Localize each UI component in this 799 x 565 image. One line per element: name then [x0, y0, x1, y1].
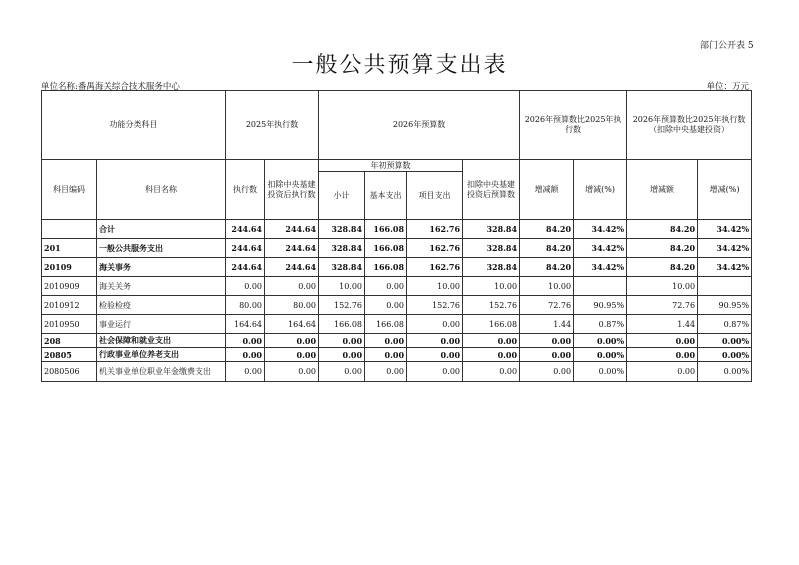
header-exec-excl: 扣除中央基建投资后执行数 — [265, 160, 319, 220]
cell-inc-amt: 1.44 — [520, 315, 574, 334]
cell-basic: 166.08 — [365, 315, 407, 334]
cell-inc-amt2: 84.20 — [627, 258, 698, 277]
header-name: 科目名称 — [97, 160, 226, 220]
cell-code — [42, 220, 97, 239]
cell-code: 2010912 — [42, 296, 97, 315]
cell-basic: 166.08 — [365, 239, 407, 258]
header-inc-amt: 增减额 — [520, 160, 574, 220]
cell-project: 152.76 — [407, 296, 463, 315]
cell-exec-excl: 244.64 — [265, 220, 319, 239]
cell-inc-pct2: 34.42% — [698, 258, 752, 277]
cell-code: 208 — [42, 334, 97, 348]
cell-inc-pct2: 0.00% — [698, 334, 752, 348]
cell-inc-pct: 0.00% — [574, 348, 627, 362]
header-code: 科目编码 — [42, 160, 97, 220]
cell-budget-excl: 152.76 — [463, 296, 520, 315]
cell-subtotal: 152.76 — [319, 296, 365, 315]
cell-code: 2010950 — [42, 315, 97, 334]
cell-basic: 166.08 — [365, 258, 407, 277]
table-row — [42, 315, 752, 334]
cell-exec: 0.00 — [226, 277, 265, 296]
header-subtotal: 小计 — [319, 172, 365, 220]
cell-subtotal: 0.00 — [319, 348, 365, 362]
cell-inc-amt2: 0.00 — [627, 334, 698, 348]
cell-exec-excl: 0.00 — [265, 277, 319, 296]
cell-subtotal: 0.00 — [319, 362, 365, 382]
header-exec-2025: 2025年执行数 — [226, 91, 319, 160]
cell-exec: 244.64 — [226, 220, 265, 239]
cell-name: 海关事务 — [97, 258, 226, 277]
table-row — [42, 362, 752, 382]
cell-inc-amt: 84.20 — [520, 220, 574, 239]
cell-project: 10.00 — [407, 277, 463, 296]
cell-project: 0.00 — [407, 348, 463, 362]
cell-subtotal: 166.08 — [319, 315, 365, 334]
cell-inc-pct: 0.00% — [574, 334, 627, 348]
cell-project: 162.76 — [407, 258, 463, 277]
cell-inc-amt2: 72.76 — [627, 296, 698, 315]
cell-inc-pct2: 34.42% — [698, 220, 752, 239]
header-exec: 执行数 — [226, 160, 265, 220]
unit-name: 单位名称:番禺海关综合技术服务中心 — [41, 82, 180, 92]
header-budget-excl: 扣除中央基建投资后预算数 — [463, 160, 520, 220]
cell-inc-pct: 34.42% — [574, 220, 627, 239]
cell-budget-excl: 166.08 — [463, 315, 520, 334]
cell-inc-amt2: 0.00 — [627, 362, 698, 382]
cell-inc-amt: 10.00 — [520, 277, 574, 296]
header-inc-pct-excl: 增减(%) — [698, 160, 752, 220]
cell-code: 20805 — [42, 348, 97, 362]
cell-inc-amt: 0.00 — [520, 334, 574, 348]
cell-budget-excl: 0.00 — [463, 348, 520, 362]
cell-exec-excl: 244.64 — [265, 258, 319, 277]
cell-exec: 244.64 — [226, 258, 265, 277]
cell-subtotal: 328.84 — [319, 220, 365, 239]
cell-inc-amt2: 10.00 — [627, 277, 698, 296]
cell-budget-excl: 328.84 — [463, 239, 520, 258]
cell-inc-amt: 0.00 — [520, 362, 574, 382]
table-row — [42, 239, 752, 258]
unit-label: 单位：万元 — [706, 82, 749, 92]
cell-inc-pct2: 0.87% — [698, 315, 752, 334]
header-cmp-2026-excl: 2026年预算数比2025年执行数（扣除中央基建投资） — [627, 91, 752, 160]
header-annual-initial: 年初预算数 — [319, 160, 463, 172]
cell-inc-pct2: 0.00% — [698, 362, 752, 382]
cell-inc-amt2: 0.00 — [627, 348, 698, 362]
cell-project: 0.00 — [407, 362, 463, 382]
cell-name: 机关事业单位职业年金缴费支出 — [97, 362, 226, 382]
cell-code: 2080506 — [42, 362, 97, 382]
cell-inc-pct2 — [698, 277, 752, 296]
cell-project: 0.00 — [407, 315, 463, 334]
header-cmp-2026: 2026年预算数比2025年执行数 — [520, 91, 627, 160]
table-body — [42, 220, 752, 382]
budget-table — [41, 90, 752, 382]
cell-subtotal: 10.00 — [319, 277, 365, 296]
header-inc-amt-excl: 增减额 — [627, 160, 698, 220]
cell-inc-amt: 0.00 — [520, 348, 574, 362]
cell-inc-pct: 0.00% — [574, 362, 627, 382]
cell-inc-pct2: 34.42% — [698, 239, 752, 258]
cell-exec-excl: 0.00 — [265, 348, 319, 362]
table-row — [42, 348, 752, 362]
table-row — [42, 220, 752, 239]
cell-project: 162.76 — [407, 220, 463, 239]
cell-basic: 0.00 — [365, 348, 407, 362]
cell-name: 事业运行 — [97, 315, 226, 334]
cell-exec: 0.00 — [226, 348, 265, 362]
cell-subtotal: 0.00 — [319, 334, 365, 348]
page-title: 一般公共预算支出表 — [291, 53, 508, 78]
cell-inc-pct2: 0.00% — [698, 348, 752, 362]
cell-name: 一般公共服务支出 — [97, 239, 226, 258]
cell-name: 检验检疫 — [97, 296, 226, 315]
cell-inc-pct — [574, 277, 627, 296]
table-row — [42, 296, 752, 315]
table-row — [42, 258, 752, 277]
cell-budget-excl: 328.84 — [463, 220, 520, 239]
cell-code: 20109 — [42, 258, 97, 277]
cell-exec: 80.00 — [226, 296, 265, 315]
cell-inc-pct: 34.42% — [574, 239, 627, 258]
cell-inc-amt: 84.20 — [520, 258, 574, 277]
cell-exec-excl: 164.64 — [265, 315, 319, 334]
cell-budget-excl: 328.84 — [463, 258, 520, 277]
header-basic: 基本支出 — [365, 172, 407, 220]
cell-exec-excl: 0.00 — [265, 362, 319, 382]
cell-subtotal: 328.84 — [319, 239, 365, 258]
cell-basic: 0.00 — [365, 296, 407, 315]
table-row — [42, 277, 752, 296]
cell-budget-excl: 0.00 — [463, 334, 520, 348]
cell-exec: 0.00 — [226, 334, 265, 348]
cell-name: 行政事业单位养老支出 — [97, 348, 226, 362]
cell-budget-excl: 10.00 — [463, 277, 520, 296]
table-row — [42, 334, 752, 348]
cell-code: 201 — [42, 239, 97, 258]
header-project: 项目支出 — [407, 172, 463, 220]
cell-inc-amt2: 1.44 — [627, 315, 698, 334]
cell-basic: 0.00 — [365, 362, 407, 382]
cell-name: 社会保障和就业支出 — [97, 334, 226, 348]
cell-basic: 0.00 — [365, 334, 407, 348]
cell-inc-pct: 90.95% — [574, 296, 627, 315]
header-budget-2026: 2026年预算数 — [319, 91, 520, 160]
cell-name: 合计 — [97, 220, 226, 239]
cell-exec-excl: 0.00 — [265, 334, 319, 348]
cell-exec: 244.64 — [226, 239, 265, 258]
cell-exec: 164.64 — [226, 315, 265, 334]
header-func-cat: 功能分类科目 — [42, 91, 226, 160]
cell-project: 162.76 — [407, 239, 463, 258]
cell-basic: 166.08 — [365, 220, 407, 239]
cell-subtotal: 328.84 — [319, 258, 365, 277]
cell-basic: 0.00 — [365, 277, 407, 296]
cell-exec: 0.00 — [226, 362, 265, 382]
cell-inc-amt: 84.20 — [520, 239, 574, 258]
cell-inc-amt2: 84.20 — [627, 239, 698, 258]
cell-exec-excl: 80.00 — [265, 296, 319, 315]
cell-inc-pct: 0.87% — [574, 315, 627, 334]
header-inc-pct: 增减(%) — [574, 160, 627, 220]
cell-budget-excl: 0.00 — [463, 362, 520, 382]
page-tag: 部门公开表 5 — [700, 41, 754, 51]
cell-inc-amt: 72.76 — [520, 296, 574, 315]
cell-exec-excl: 244.64 — [265, 239, 319, 258]
cell-project: 0.00 — [407, 334, 463, 348]
cell-code: 2010909 — [42, 277, 97, 296]
cell-name: 海关关务 — [97, 277, 226, 296]
cell-inc-pct: 34.42% — [574, 258, 627, 277]
cell-inc-amt2: 84.20 — [627, 220, 698, 239]
cell-inc-pct2: 90.95% — [698, 296, 752, 315]
